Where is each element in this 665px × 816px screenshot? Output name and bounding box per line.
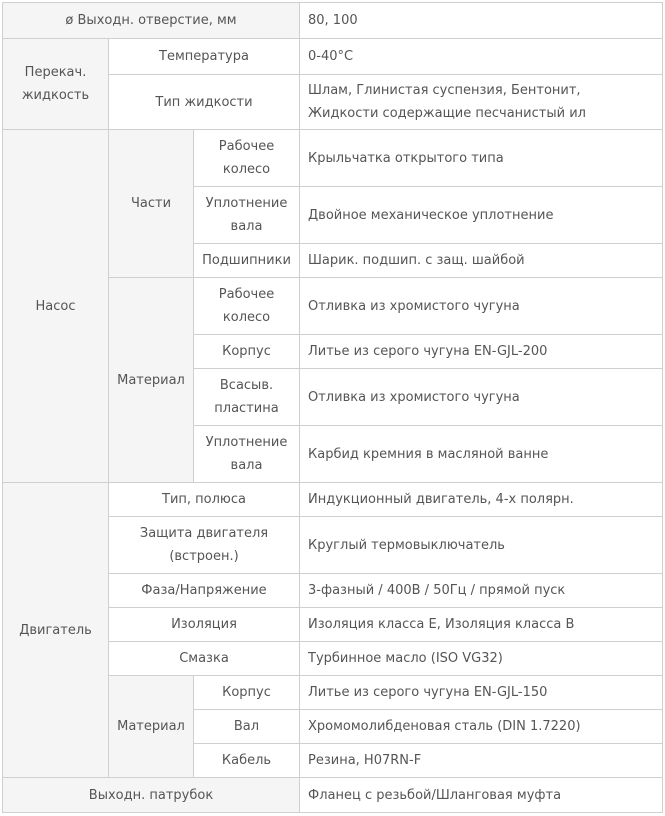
table-row bbox=[3, 778, 663, 813]
table-row bbox=[3, 483, 663, 517]
motor-type-poles-label: Тип, полюса bbox=[109, 483, 300, 517]
pump-label: Насос bbox=[3, 130, 109, 483]
pump-material-suction-plate-label: Всасыв. пластина bbox=[194, 369, 300, 426]
pump-material-impeller-label: Рабочее колесо bbox=[194, 278, 300, 335]
pump-material-impeller-value: Отливка из хромистого чугуна bbox=[300, 278, 663, 335]
motor-type-poles-value: Индукционный двигатель, 4-х полярн. bbox=[300, 483, 663, 517]
liquid-type-label: Тип жидкости bbox=[109, 75, 300, 130]
motor-phase-voltage-label: Фаза/Напряжение bbox=[109, 574, 300, 608]
motor-material-casing-value: Литье из серого чугуна EN-GJL-150 bbox=[300, 676, 663, 710]
motor-phase-voltage-value: 3-фазный / 400В / 50Гц / прямой пуск bbox=[300, 574, 663, 608]
pump-parts-label: Части bbox=[109, 130, 194, 278]
pump-parts-impeller-value: Крыльчатка открытого типа bbox=[300, 130, 663, 187]
pump-parts-bearings-value: Шарик. подшип. с защ. шайбой bbox=[300, 244, 663, 278]
pump-material-casing-value: Литье из серого чугуна EN-GJL-200 bbox=[300, 335, 663, 369]
discharge-label: Выходн. патрубок bbox=[3, 778, 300, 813]
pump-material-suction-plate-value: Отливка из хромистого чугуна bbox=[300, 369, 663, 426]
motor-insulation-value: Изоляция класса E, Изоляция класса B bbox=[300, 608, 663, 642]
discharge-value: Фланец с резьбой/Шланговая муфта bbox=[300, 778, 663, 813]
motor-lubrication-label: Смазка bbox=[109, 642, 300, 676]
motor-lubrication-value: Турбинное масло (ISO VG32) bbox=[300, 642, 663, 676]
table-row bbox=[3, 3, 663, 39]
pump-material-shaft-seal-label: Уплотнение вала bbox=[194, 426, 300, 483]
motor-material-cable-label: Кабель bbox=[194, 744, 300, 778]
outlet-diameter-label: ø Выходн. отверстие, мм bbox=[3, 3, 300, 39]
outlet-diameter-value: 80, 100 bbox=[300, 3, 663, 39]
motor-material-shaft-value: Хромомолибденовая сталь (DIN 1.7220) bbox=[300, 710, 663, 744]
temperature-value: 0-40°C bbox=[300, 39, 663, 75]
pump-parts-bearings-label: Подшипники bbox=[194, 244, 300, 278]
pump-parts-shaft-seal-label: Уплотнение вала bbox=[194, 187, 300, 244]
specification-table bbox=[2, 2, 663, 813]
motor-protection-value: Круглый термовыключатель bbox=[300, 517, 663, 574]
pumped-liquid-label: Перекач. жидкость bbox=[3, 39, 109, 130]
liquid-type-value: Шлам, Глинистая суспензия, Бентонит, Жидкости содержащие песчанистый ил bbox=[300, 75, 663, 130]
pump-material-label: Материал bbox=[109, 278, 194, 483]
pump-parts-impeller-label: Рабочее колесо bbox=[194, 130, 300, 187]
motor-material-shaft-label: Вал bbox=[194, 710, 300, 744]
motor-material-label: Материал bbox=[109, 676, 194, 778]
motor-protection-label: Защита двигателя (встроен.) bbox=[109, 517, 300, 574]
motor-material-casing-label: Корпус bbox=[194, 676, 300, 710]
pump-parts-shaft-seal-value: Двойное механическое уплотнение bbox=[300, 187, 663, 244]
pump-material-shaft-seal-value: Карбид кремния в масляной ванне bbox=[300, 426, 663, 483]
table-row bbox=[3, 130, 663, 187]
motor-label: Двигатель bbox=[3, 483, 109, 778]
motor-material-cable-value: Резина, H07RN-F bbox=[300, 744, 663, 778]
temperature-label: Температура bbox=[109, 39, 300, 75]
pump-material-casing-label: Корпус bbox=[194, 335, 300, 369]
table-row bbox=[3, 39, 663, 75]
motor-insulation-label: Изоляция bbox=[109, 608, 300, 642]
